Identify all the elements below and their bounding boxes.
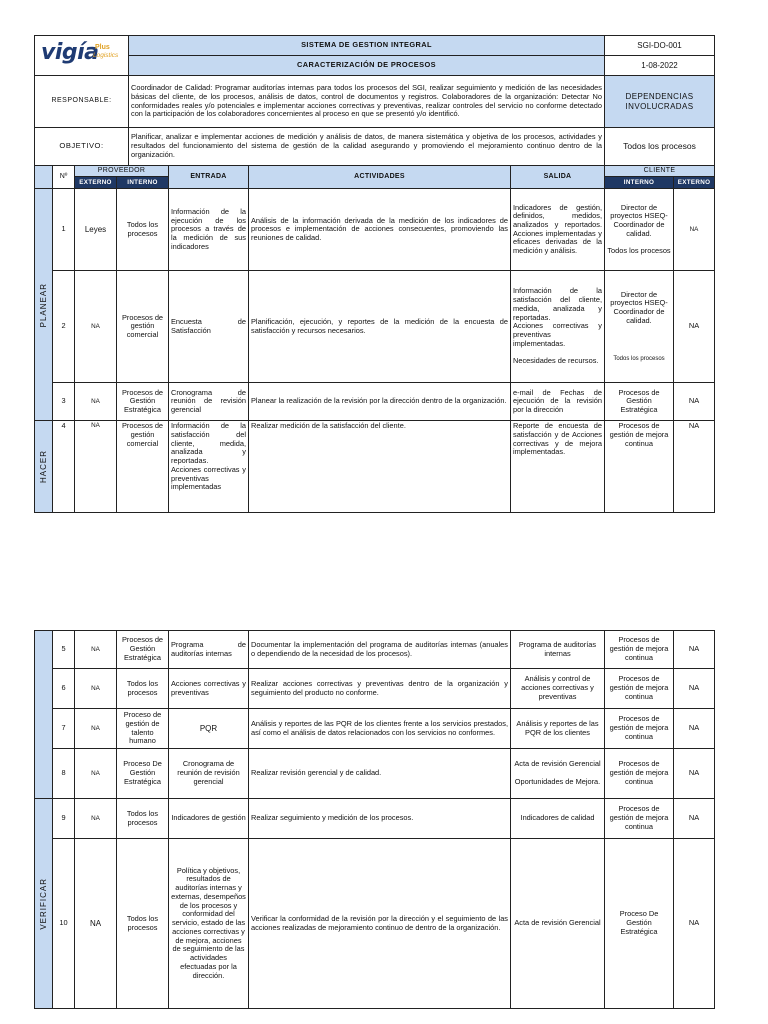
- header-table: [34, 35, 715, 166]
- proveedor-interno: Todos los procesos: [117, 669, 169, 709]
- actividad: Realizar medición de la satisfacción del cliente.: [249, 421, 511, 513]
- col-entrada: ENTRADA: [169, 166, 249, 189]
- cliente-interno: Procesos de gestión de mejora continua: [605, 421, 674, 513]
- salida: Reporte de encuesta de satisfacción y de Acciones correctivas y de mejora implementadas.: [511, 421, 605, 513]
- row-number: 6: [53, 669, 75, 709]
- entrada: Información de la satisfacción del cliente, medida, analizada y reportadas. Acciones correctivas y preventivas implementadas: [169, 421, 249, 513]
- row-number: 8: [53, 749, 75, 799]
- document-page-1: [34, 35, 715, 513]
- cliente-externo: NA: [674, 271, 715, 383]
- actividad: Realizar revisión gerencial y de calidad.: [249, 749, 511, 799]
- row-number: 1: [53, 189, 75, 271]
- cliente-externo: NA: [674, 383, 715, 421]
- process-table-page-1: [34, 165, 715, 513]
- dependencias-value: Todos los procesos: [605, 128, 715, 166]
- row-number: 4: [53, 421, 75, 513]
- col-cliente-interno: INTERNO: [605, 177, 674, 189]
- cliente-externo: NA: [674, 669, 715, 709]
- cliente-interno: [605, 271, 674, 383]
- entrada: Programa de auditorías internas: [169, 631, 249, 669]
- document-page-2: [34, 630, 715, 1009]
- row-number: 7: [53, 709, 75, 749]
- entrada: Indicadores de gestión: [169, 799, 249, 839]
- responsable-text: Coordinador de Calidad: Programar auditorías internas para todos los procesos del SGI, realizar seguimiento y medición de las necesidades básicas del cliente, de los procesos, análisis de datos, control de documentos y registros. Colaboradores de la organización: Detectar No conformidades reales y/o potenciales e implementar acciones correctivas y preventivas, realizar controles del servicio no conforme detectado con la participación de los colaboradores concernientes al proceso en que se presentó y/o identificó.: [129, 76, 605, 128]
- logo-logistics: Logistics: [93, 51, 119, 59]
- salida: Información de la satisfacción del cliente, medida, analizada y reportadas. Acciones correctivas y preventivas implementadas. Necesidades de recursos.: [511, 271, 605, 383]
- cliente-interno: Procesos de gestión de mejora continua: [605, 709, 674, 749]
- table-row: [35, 421, 715, 513]
- cliente-externo: NA: [674, 839, 715, 1009]
- col-salida: SALIDA: [511, 166, 605, 189]
- col-cliente-externo: EXTERNO: [674, 177, 715, 189]
- proveedor-externo: NA: [75, 799, 117, 839]
- table-row: [35, 271, 715, 383]
- col-proveedor-externo: EXTERNO: [75, 177, 117, 189]
- salida: Acta de revisión Gerencial Oportunidades de Mejora.: [511, 749, 605, 799]
- dependencias-label: DEPENDENCIAS INVOLUCRADAS: [605, 76, 715, 128]
- col-actividades: ACTIVIDADES: [249, 166, 511, 189]
- system-title: SISTEMA DE GESTION INTEGRAL: [129, 36, 605, 56]
- table-row: [35, 839, 715, 1009]
- cliente-interno-text: Director de proyectos HSEQ- Coordinador de calidad.: [610, 289, 668, 325]
- cliente-interno: Procesos de Gestión Estratégica: [605, 383, 674, 421]
- process-table-page-2: [34, 630, 715, 1009]
- proveedor-interno: Todos los procesos: [117, 799, 169, 839]
- actividad: Planear la realización de la revisión por la dirección dentro de la organización.: [249, 383, 511, 421]
- cliente-interno: Proceso De Gestión Estratégica: [605, 839, 674, 1009]
- table-row: [35, 383, 715, 421]
- table-row: [35, 749, 715, 799]
- entrada: Encuesta de Satisfacción: [169, 271, 249, 383]
- phase-header-cell: [35, 166, 53, 189]
- table-row: [35, 631, 715, 669]
- proveedor-externo: NA: [75, 839, 117, 1009]
- cliente-interno: Procesos de gestión de mejora continua: [605, 669, 674, 709]
- salida: Indicadores de calidad: [511, 799, 605, 839]
- document-code: SGI-DO-001: [605, 36, 715, 56]
- proveedor-externo: NA: [75, 749, 117, 799]
- proveedor-externo: NA: [75, 421, 117, 513]
- salida: Indicadores de gestión, definidos, medidos, analizados y reportados. Acciones implementadas y eficaces derivadas de la medición y análisis.: [511, 189, 605, 271]
- col-cliente: CLIENTE: [605, 166, 715, 177]
- table-row: [35, 669, 715, 709]
- objetivo-text: Planificar, analizar e implementar acciones de medición y análisis de datos, de manera sistemática y objetiva de los procesos, actividades y resultados del funcionamiento del sistema de gestión de la calidad asegurando y promoviendo el mejoramiento continuo dentro de la organización.: [129, 128, 605, 166]
- entrada: Información de la ejecución de los procesos a través de la medición de sus indicadores: [169, 189, 249, 271]
- phase-hacer: HACER: [35, 421, 53, 513]
- cliente-interno-secondary: Todos los procesos: [613, 355, 665, 362]
- entrada: Acciones correctivas y preventivas: [169, 669, 249, 709]
- document-date: 1-08-2022: [605, 56, 715, 76]
- salida: Acta de revisión Gerencial: [511, 839, 605, 1009]
- cliente-interno: Procesos de gestión de mejora continua: [605, 749, 674, 799]
- proveedor-interno: Proceso de gestión de talento humano: [117, 709, 169, 749]
- col-proveedor-interno: INTERNO: [117, 177, 169, 189]
- phase-hacer-continued: [35, 631, 53, 799]
- entrada: PQR: [169, 709, 249, 749]
- logo-plus: Plus: [95, 43, 110, 51]
- table-row: [35, 189, 715, 271]
- proveedor-interno: Proceso De Gestión Estratégica: [117, 749, 169, 799]
- salida: Análisis y reportes de las PQR de los clientes: [511, 709, 605, 749]
- actividad: Documentar la implementación del programa de auditorías internas (anuales o dependiendo de la necesidad de los procesos).: [249, 631, 511, 669]
- actividad: Análisis y reportes de las PQR de los clientes frente a los servicios prestados, así como el análisis de datos relacionados con los servicios no conformes.: [249, 709, 511, 749]
- row-number: 2: [53, 271, 75, 383]
- row-number: 9: [53, 799, 75, 839]
- table-row: [35, 799, 715, 839]
- cliente-externo: NA: [674, 631, 715, 669]
- company-logo: [35, 36, 129, 76]
- actividad: Realizar seguimiento y medición de los procesos.: [249, 799, 511, 839]
- proveedor-externo: NA: [75, 631, 117, 669]
- phase-verificar: VERIFICAR: [35, 799, 53, 1009]
- actividad: Planificación, ejecución, y reportes de la medición de la encuesta de satisfacción y recursos necesarios.: [249, 271, 511, 383]
- table-row: [35, 709, 715, 749]
- proveedor-interno: Procesos de Gestión Estratégica: [117, 383, 169, 421]
- proveedor-externo: NA: [75, 709, 117, 749]
- row-number: 5: [53, 631, 75, 669]
- responsable-label: RESPONSABLE:: [35, 76, 129, 128]
- entrada: Política y objetivos, resultados de auditorías internas y externas, desempeños de los procesos y conformidad del servicio, estado de las acciones correctivas y de mejora, acciones de seguimiento de las actividades efectuadas por la dirección.: [169, 839, 249, 1009]
- col-proveedor: PROVEEDOR: [75, 166, 169, 177]
- entrada: Cronograma de reunión de revisión gerencial: [169, 749, 249, 799]
- cliente-interno: Director de proyectos HSEQ- Coordinador de calidad. Todos los procesos: [605, 189, 674, 271]
- actividad: Realizar acciones correctivas y preventivas dentro de la organización y seguimiento del producto no conforme.: [249, 669, 511, 709]
- proveedor-interno: Todos los procesos: [117, 839, 169, 1009]
- cliente-externo: NA: [674, 709, 715, 749]
- proveedor-interno: Todos los procesos: [117, 189, 169, 271]
- salida: e-mail de Fechas de ejecución de la revisión por la dirección: [511, 383, 605, 421]
- cliente-externo: NA: [674, 189, 715, 271]
- proveedor-externo: NA: [75, 383, 117, 421]
- proveedor-externo: NA: [75, 669, 117, 709]
- document-subtitle: CARACTERIZACIÓN DE PROCESOS: [129, 56, 605, 76]
- salida: Programa de auditorías internas: [511, 631, 605, 669]
- phase-planear: PLANEAR: [35, 189, 53, 421]
- proveedor-interno: Procesos de gestión comercial: [117, 421, 169, 513]
- objetivo-label: OBJETIVO:: [35, 128, 129, 166]
- proveedor-externo: NA: [75, 271, 117, 383]
- row-number: 10: [53, 839, 75, 1009]
- row-number: 3: [53, 383, 75, 421]
- actividad: Análisis de la información derivada de la medición de los indicadores de procesos e implementación de acciones consecuentes, promoviendo las reuniones de calidad.: [249, 189, 511, 271]
- proveedor-interno: Procesos de gestión comercial: [117, 271, 169, 383]
- cliente-externo: NA: [674, 799, 715, 839]
- cliente-externo: NA: [674, 421, 715, 513]
- col-num: Nº: [53, 166, 75, 189]
- logo-wordmark: vigía: [41, 39, 99, 65]
- cliente-externo: NA: [674, 749, 715, 799]
- cliente-interno: Procesos de gestión de mejora continua: [605, 799, 674, 839]
- salida: Análisis y control de acciones correctivas y preventivas: [511, 669, 605, 709]
- actividad: Verificar la conformidad de la revisión por la dirección y el seguimiento de las acciones realizadas de mejoramiento continuo de dentro de la organización.: [249, 839, 511, 1009]
- proveedor-externo: Leyes: [75, 189, 117, 271]
- cliente-interno: Procesos de gestión de mejora continua: [605, 631, 674, 669]
- entrada: Cronograma de reunión de revisión gerencial: [169, 383, 249, 421]
- proveedor-interno: Procesos de Gestión Estratégica: [117, 631, 169, 669]
